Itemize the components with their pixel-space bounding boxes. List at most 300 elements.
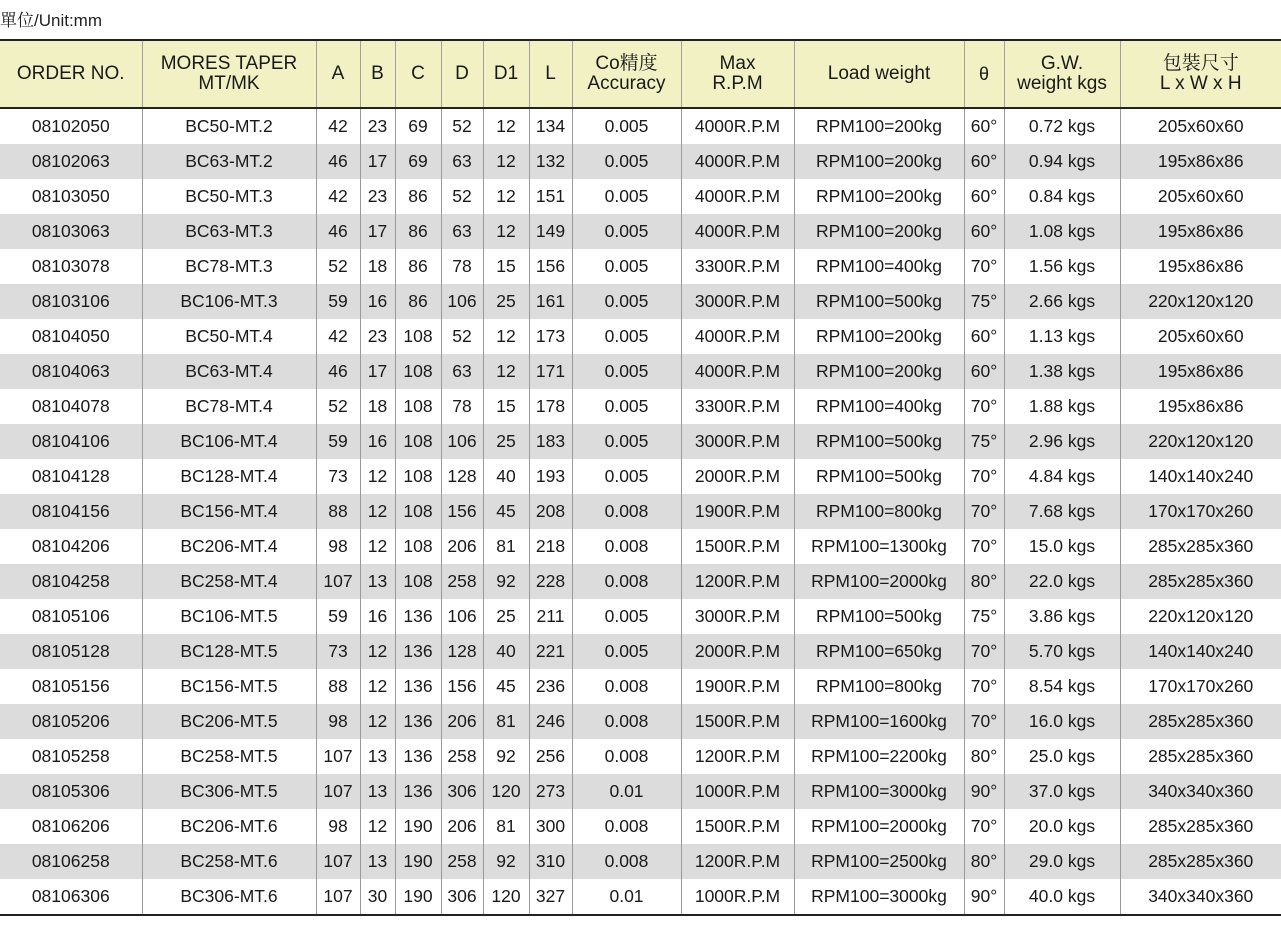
cell-d: 128 — [441, 459, 483, 494]
cell-gross-weight: 0.84 kgs — [1004, 179, 1120, 214]
cell-d1: 40 — [483, 459, 529, 494]
cell-theta: 70° — [964, 249, 1004, 284]
column-header-load-weight — [794, 40, 964, 108]
cell-c: 69 — [395, 108, 441, 144]
cell-package-size: 195x86x86 — [1120, 389, 1281, 424]
column-header-text: MORES TAPER — [160, 53, 298, 74]
cell-mores-taper: BC63-MT.3 — [142, 214, 316, 249]
table-row — [0, 284, 1281, 319]
cell-d: 206 — [441, 529, 483, 564]
cell-order-no: 08105128 — [0, 634, 142, 669]
cell-max-rpm: 3300R.P.M — [681, 249, 794, 284]
cell-c: 108 — [395, 564, 441, 599]
cell-l: 149 — [529, 214, 572, 249]
cell-c: 190 — [395, 844, 441, 879]
cell-gross-weight: 1.08 kgs — [1004, 214, 1120, 249]
cell-gross-weight: 40.0 kgs — [1004, 879, 1120, 915]
cell-accuracy: 0.005 — [572, 179, 681, 214]
column-header-text: Co精度 — [595, 53, 658, 74]
cell-d: 258 — [441, 844, 483, 879]
cell-b: 17 — [360, 144, 395, 179]
cell-mores-taper: BC258-MT.4 — [142, 564, 316, 599]
cell-max-rpm: 1500R.P.M — [681, 809, 794, 844]
cell-theta: 75° — [964, 599, 1004, 634]
cell-accuracy: 0.008 — [572, 529, 681, 564]
cell-b: 16 — [360, 284, 395, 319]
cell-gross-weight: 2.66 kgs — [1004, 284, 1120, 319]
cell-d: 206 — [441, 809, 483, 844]
cell-d: 206 — [441, 704, 483, 739]
cell-max-rpm: 1900R.P.M — [681, 669, 794, 704]
column-header-text: weight kgs — [1017, 73, 1107, 94]
cell-a: 88 — [316, 669, 360, 704]
cell-order-no: 08104206 — [31, 536, 110, 556]
cell-c: 136 — [395, 704, 441, 739]
cell-mores-taper: BC50-MT.3 — [142, 179, 316, 214]
cell-accuracy: 0.008 — [572, 494, 681, 529]
cell-theta: 60° — [964, 354, 1004, 389]
cell-accuracy: 0.01 — [572, 774, 681, 809]
cell-d: 78 — [441, 389, 483, 424]
table-body — [0, 108, 1281, 915]
cell-mores-taper: BC50-MT.2 — [142, 108, 316, 144]
cell-gross-weight: 37.0 kgs — [1004, 774, 1120, 809]
cell-d: 258 — [441, 564, 483, 599]
cell-b: 23 — [360, 319, 395, 354]
cell-theta: 80° — [964, 844, 1004, 879]
cell-order-no: 08103050 — [31, 186, 110, 206]
cell-gross-weight: 1.56 kgs — [1004, 249, 1120, 284]
cell-order-no: 08103078 — [31, 256, 110, 276]
cell-load-weight: RPM100=200kg — [794, 108, 964, 144]
cell-a: 42 — [316, 319, 360, 354]
cell-order-no: 08104078 — [31, 396, 110, 416]
cell-a: 107 — [316, 739, 360, 774]
table-row — [0, 599, 1281, 634]
cell-d: 52 — [441, 108, 483, 144]
cell-l: 208 — [529, 494, 572, 529]
column-header-d1 — [483, 40, 529, 108]
cell-load-weight: RPM100=1300kg — [794, 529, 964, 564]
cell-a: 107 — [316, 879, 360, 915]
cell-gross-weight: 16.0 kgs — [1004, 704, 1120, 739]
cell-order-no: 08104050 — [31, 326, 110, 346]
cell-c: 69 — [395, 144, 441, 179]
cell-c: 136 — [395, 634, 441, 669]
table-row — [0, 214, 1281, 249]
cell-b: 13 — [360, 774, 395, 809]
cell-package-size: 140x140x240 — [1120, 459, 1281, 494]
cell-load-weight: RPM100=3000kg — [794, 879, 964, 915]
cell-accuracy: 0.008 — [572, 844, 681, 879]
cell-d1: 92 — [483, 844, 529, 879]
table-row — [0, 108, 1281, 144]
cell-accuracy: 0.005 — [572, 284, 681, 319]
cell-order-no: 08103106 — [0, 284, 142, 319]
header-row — [0, 40, 1281, 108]
cell-mores-taper: BC306-MT.5 — [142, 774, 316, 809]
cell-d: 258 — [441, 739, 483, 774]
cell-b: 18 — [360, 249, 395, 284]
cell-accuracy: 0.005 — [572, 634, 681, 669]
cell-b: 16 — [360, 599, 395, 634]
cell-package-size: 205x60x60 — [1120, 179, 1281, 214]
cell-d1: 12 — [483, 319, 529, 354]
cell-a: 88 — [316, 494, 360, 529]
cell-package-size: 285x285x360 — [1120, 704, 1281, 739]
cell-max-rpm: 1000R.P.M — [681, 879, 794, 915]
table-row — [0, 704, 1281, 739]
cell-order-no: 08102050 — [31, 116, 110, 136]
cell-package-size: 205x60x60 — [1120, 108, 1281, 144]
cell-l: 228 — [529, 564, 572, 599]
cell-a: 52 — [316, 249, 360, 284]
cell-order-no: 08105306 — [0, 774, 142, 809]
cell-package-size: 220x120x120 — [1120, 284, 1281, 319]
column-header-gross-weight — [1004, 40, 1120, 108]
table-row — [0, 249, 1281, 284]
column-header-text: B — [371, 63, 384, 84]
cell-a: 73 — [316, 459, 360, 494]
cell-b: 12 — [360, 704, 395, 739]
cell-mores-taper: BC63-MT.2 — [142, 144, 316, 179]
cell-order-no: 08104128 — [31, 466, 110, 486]
cell-a: 42 — [316, 108, 360, 144]
cell-d1: 12 — [483, 354, 529, 389]
cell-mores-taper: BC128-MT.4 — [142, 459, 316, 494]
cell-theta: 60° — [964, 144, 1004, 179]
cell-a: 52 — [316, 389, 360, 424]
cell-theta: 80° — [964, 564, 1004, 599]
cell-c: 190 — [395, 879, 441, 915]
column-header-text: D — [455, 63, 469, 84]
cell-gross-weight: 4.84 kgs — [1004, 459, 1120, 494]
column-header-text: Accuracy — [587, 73, 666, 94]
cell-package-size: 195x86x86 — [1120, 144, 1281, 179]
table-row — [0, 179, 1281, 214]
cell-package-size: 170x170x260 — [1120, 669, 1281, 704]
cell-order-no: 08106258 — [0, 844, 142, 879]
cell-accuracy: 0.005 — [572, 599, 681, 634]
cell-load-weight: RPM100=2200kg — [794, 739, 964, 774]
cell-b: 17 — [360, 214, 395, 249]
cell-l: 256 — [529, 739, 572, 774]
cell-d1: 12 — [483, 179, 529, 214]
cell-l: 327 — [529, 879, 572, 915]
cell-load-weight: RPM100=500kg — [794, 459, 964, 494]
cell-mores-taper: BC78-MT.4 — [142, 389, 316, 424]
cell-a: 98 — [316, 704, 360, 739]
cell-theta: 70° — [964, 494, 1004, 529]
cell-max-rpm: 1000R.P.M — [681, 774, 794, 809]
cell-d1: 25 — [483, 424, 529, 459]
cell-accuracy: 0.005 — [572, 459, 681, 494]
table-row — [0, 669, 1281, 704]
cell-a: 46 — [316, 144, 360, 179]
cell-gross-weight: 29.0 kgs — [1004, 844, 1120, 879]
cell-l: 178 — [529, 389, 572, 424]
cell-gross-weight: 1.88 kgs — [1004, 389, 1120, 424]
cell-d1: 25 — [483, 284, 529, 319]
cell-d1: 120 — [483, 879, 529, 915]
cell-b: 12 — [360, 669, 395, 704]
cell-a: 107 — [316, 844, 360, 879]
cell-order-no: 08105156 — [31, 676, 110, 696]
cell-package-size: 205x60x60 — [1120, 319, 1281, 354]
table-row — [0, 844, 1281, 879]
cell-load-weight: RPM100=400kg — [794, 389, 964, 424]
cell-l: 300 — [529, 809, 572, 844]
cell-gross-weight: 22.0 kgs — [1004, 564, 1120, 599]
cell-theta: 60° — [964, 179, 1004, 214]
cell-theta: 90° — [964, 879, 1004, 915]
cell-d1: 92 — [483, 739, 529, 774]
cell-d1: 12 — [483, 214, 529, 249]
column-header-text: A — [331, 63, 345, 84]
cell-theta: 75° — [964, 284, 1004, 319]
cell-a: 46 — [316, 354, 360, 389]
cell-c: 86 — [395, 249, 441, 284]
cell-l: 221 — [529, 634, 572, 669]
cell-a: 59 — [316, 284, 360, 319]
cell-c: 108 — [395, 459, 441, 494]
cell-b: 30 — [360, 879, 395, 915]
cell-order-no: 08105106 — [31, 606, 110, 626]
cell-c: 136 — [395, 774, 441, 809]
cell-max-rpm: 2000R.P.M — [681, 459, 794, 494]
cell-gross-weight: 15.0 kgs — [1004, 529, 1120, 564]
cell-package-size: 170x170x260 — [1120, 494, 1281, 529]
cell-gross-weight: 3.86 kgs — [1004, 599, 1120, 634]
cell-package-size: 220x120x120 — [1120, 424, 1281, 459]
cell-load-weight: RPM100=650kg — [794, 634, 964, 669]
cell-package-size: 195x86x86 — [1120, 214, 1281, 249]
cell-d1: 120 — [483, 774, 529, 809]
cell-d: 52 — [441, 319, 483, 354]
cell-package-size: 285x285x360 — [1120, 529, 1281, 564]
cell-l: 151 — [529, 179, 572, 214]
table-row — [0, 459, 1281, 494]
cell-max-rpm: 1500R.P.M — [681, 529, 794, 564]
cell-c: 108 — [395, 389, 441, 424]
cell-l: 134 — [529, 108, 572, 144]
cell-order-no: 08104106 — [0, 424, 142, 459]
cell-l: 193 — [529, 459, 572, 494]
cell-load-weight: RPM100=2000kg — [794, 564, 964, 599]
cell-load-weight: RPM100=800kg — [794, 669, 964, 704]
cell-d1: 45 — [483, 669, 529, 704]
cell-d: 106 — [441, 599, 483, 634]
cell-order-no: 08104063 — [0, 354, 142, 389]
table-row — [0, 529, 1281, 564]
cell-d: 156 — [441, 494, 483, 529]
cell-b: 12 — [360, 809, 395, 844]
cell-max-rpm: 1900R.P.M — [681, 494, 794, 529]
cell-c: 108 — [395, 354, 441, 389]
table-row — [0, 564, 1281, 599]
cell-accuracy: 0.005 — [572, 249, 681, 284]
cell-accuracy: 0.01 — [572, 879, 681, 915]
cell-mores-taper: BC50-MT.4 — [142, 319, 316, 354]
column-header-text: G.W. — [1040, 53, 1084, 74]
cell-package-size: 195x86x86 — [1120, 249, 1281, 284]
cell-theta: 80° — [964, 739, 1004, 774]
cell-accuracy: 0.005 — [572, 424, 681, 459]
cell-max-rpm: 4000R.P.M — [681, 108, 794, 144]
column-header-text: D1 — [493, 63, 519, 84]
cell-mores-taper: BC128-MT.5 — [142, 634, 316, 669]
table-row — [0, 319, 1281, 354]
cell-d1: 12 — [483, 108, 529, 144]
column-header-text: Load weight — [827, 63, 931, 84]
cell-mores-taper: BC63-MT.4 — [142, 354, 316, 389]
cell-gross-weight: 5.70 kgs — [1004, 634, 1120, 669]
cell-l: 236 — [529, 669, 572, 704]
cell-accuracy: 0.008 — [572, 739, 681, 774]
cell-d1: 81 — [483, 809, 529, 844]
cell-l: 173 — [529, 319, 572, 354]
column-header-text: MT/MK — [198, 73, 260, 94]
cell-d1: 81 — [483, 704, 529, 739]
cell-gross-weight: 7.68 kgs — [1004, 494, 1120, 529]
cell-c: 136 — [395, 599, 441, 634]
cell-a: 107 — [316, 774, 360, 809]
cell-load-weight: RPM100=1600kg — [794, 704, 964, 739]
cell-d1: 81 — [483, 529, 529, 564]
cell-gross-weight: 1.13 kgs — [1004, 319, 1120, 354]
table-row — [0, 739, 1281, 774]
cell-d1: 15 — [483, 249, 529, 284]
cell-d1: 15 — [483, 389, 529, 424]
cell-max-rpm: 4000R.P.M — [681, 179, 794, 214]
cell-accuracy: 0.005 — [572, 144, 681, 179]
cell-b: 12 — [360, 634, 395, 669]
cell-d1: 40 — [483, 634, 529, 669]
column-header-a — [316, 40, 360, 108]
cell-load-weight: RPM100=2500kg — [794, 844, 964, 879]
cell-l: 246 — [529, 704, 572, 739]
column-header-d — [441, 40, 483, 108]
cell-gross-weight: 20.0 kgs — [1004, 809, 1120, 844]
cell-theta: 60° — [964, 214, 1004, 249]
column-header-package-size — [1120, 40, 1281, 108]
cell-load-weight: RPM100=200kg — [794, 144, 964, 179]
cell-b: 16 — [360, 424, 395, 459]
cell-mores-taper: BC156-MT.5 — [142, 669, 316, 704]
table-row — [0, 424, 1281, 459]
cell-l: 211 — [529, 599, 572, 634]
cell-order-no: 08104156 — [0, 494, 142, 529]
table-row — [0, 389, 1281, 424]
cell-b: 12 — [360, 529, 395, 564]
cell-gross-weight: 8.54 kgs — [1004, 669, 1120, 704]
cell-theta: 70° — [964, 459, 1004, 494]
column-header-text: L — [545, 63, 556, 84]
cell-order-no: 08103063 — [0, 214, 142, 249]
cell-load-weight: RPM100=500kg — [794, 284, 964, 319]
cell-load-weight: RPM100=500kg — [794, 599, 964, 634]
cell-load-weight: RPM100=800kg — [794, 494, 964, 529]
table-row — [0, 809, 1281, 844]
cell-gross-weight: 25.0 kgs — [1004, 739, 1120, 774]
table-row — [0, 494, 1281, 529]
cell-a: 59 — [316, 424, 360, 459]
cell-theta: 70° — [964, 669, 1004, 704]
cell-order-no: 08106306 — [0, 879, 142, 915]
cell-package-size: 340x340x360 — [1120, 774, 1281, 809]
cell-max-rpm: 3000R.P.M — [681, 599, 794, 634]
cell-b: 13 — [360, 844, 395, 879]
cell-b: 23 — [360, 179, 395, 214]
cell-l: 218 — [529, 529, 572, 564]
cell-accuracy: 0.008 — [572, 809, 681, 844]
cell-d: 63 — [441, 354, 483, 389]
table-row — [0, 774, 1281, 809]
cell-a: 73 — [316, 634, 360, 669]
column-header-order-no — [0, 40, 142, 108]
cell-package-size: 340x340x360 — [1120, 879, 1281, 915]
cell-c: 136 — [395, 739, 441, 774]
cell-c: 86 — [395, 284, 441, 319]
cell-b: 13 — [360, 739, 395, 774]
cell-gross-weight: 0.94 kgs — [1004, 144, 1120, 179]
cell-c: 108 — [395, 529, 441, 564]
cell-load-weight: RPM100=500kg — [794, 424, 964, 459]
cell-order-no: 08102063 — [0, 144, 142, 179]
cell-theta: 60° — [964, 319, 1004, 354]
cell-max-rpm: 4000R.P.M — [681, 144, 794, 179]
cell-max-rpm: 4000R.P.M — [681, 319, 794, 354]
cell-accuracy: 0.005 — [572, 108, 681, 144]
column-header-text: C — [411, 63, 425, 84]
cell-load-weight: RPM100=2000kg — [794, 809, 964, 844]
cell-a: 59 — [316, 599, 360, 634]
cell-package-size: 220x120x120 — [1120, 599, 1281, 634]
cell-mores-taper: BC206-MT.5 — [142, 704, 316, 739]
cell-l: 156 — [529, 249, 572, 284]
cell-max-rpm: 1200R.P.M — [681, 844, 794, 879]
cell-d: 63 — [441, 214, 483, 249]
table-row — [0, 634, 1281, 669]
cell-c: 136 — [395, 669, 441, 704]
cell-theta: 60° — [964, 108, 1004, 144]
cell-d: 156 — [441, 669, 483, 704]
cell-mores-taper: BC78-MT.3 — [142, 249, 316, 284]
cell-b: 12 — [360, 494, 395, 529]
column-header-text: θ — [978, 64, 989, 84]
cell-d1: 12 — [483, 144, 529, 179]
cell-b: 18 — [360, 389, 395, 424]
cell-package-size: 285x285x360 — [1120, 739, 1281, 774]
cell-mores-taper: BC106-MT.5 — [142, 599, 316, 634]
cell-order-no: 08104258 — [0, 564, 142, 599]
column-header-l — [529, 40, 572, 108]
column-header-text: Max — [719, 53, 756, 74]
cell-package-size: 140x140x240 — [1120, 634, 1281, 669]
cell-package-size: 195x86x86 — [1120, 354, 1281, 389]
cell-max-rpm: 3300R.P.M — [681, 389, 794, 424]
cell-package-size: 285x285x360 — [1120, 809, 1281, 844]
cell-a: 98 — [316, 809, 360, 844]
table-row — [0, 879, 1281, 915]
cell-load-weight: RPM100=3000kg — [794, 774, 964, 809]
cell-max-rpm: 1200R.P.M — [681, 564, 794, 599]
cell-mores-taper: BC258-MT.6 — [142, 844, 316, 879]
cell-package-size: 285x285x360 — [1120, 564, 1281, 599]
cell-d: 52 — [441, 179, 483, 214]
unit-label: 單位/Unit:mm — [0, 11, 102, 30]
cell-theta: 90° — [964, 774, 1004, 809]
